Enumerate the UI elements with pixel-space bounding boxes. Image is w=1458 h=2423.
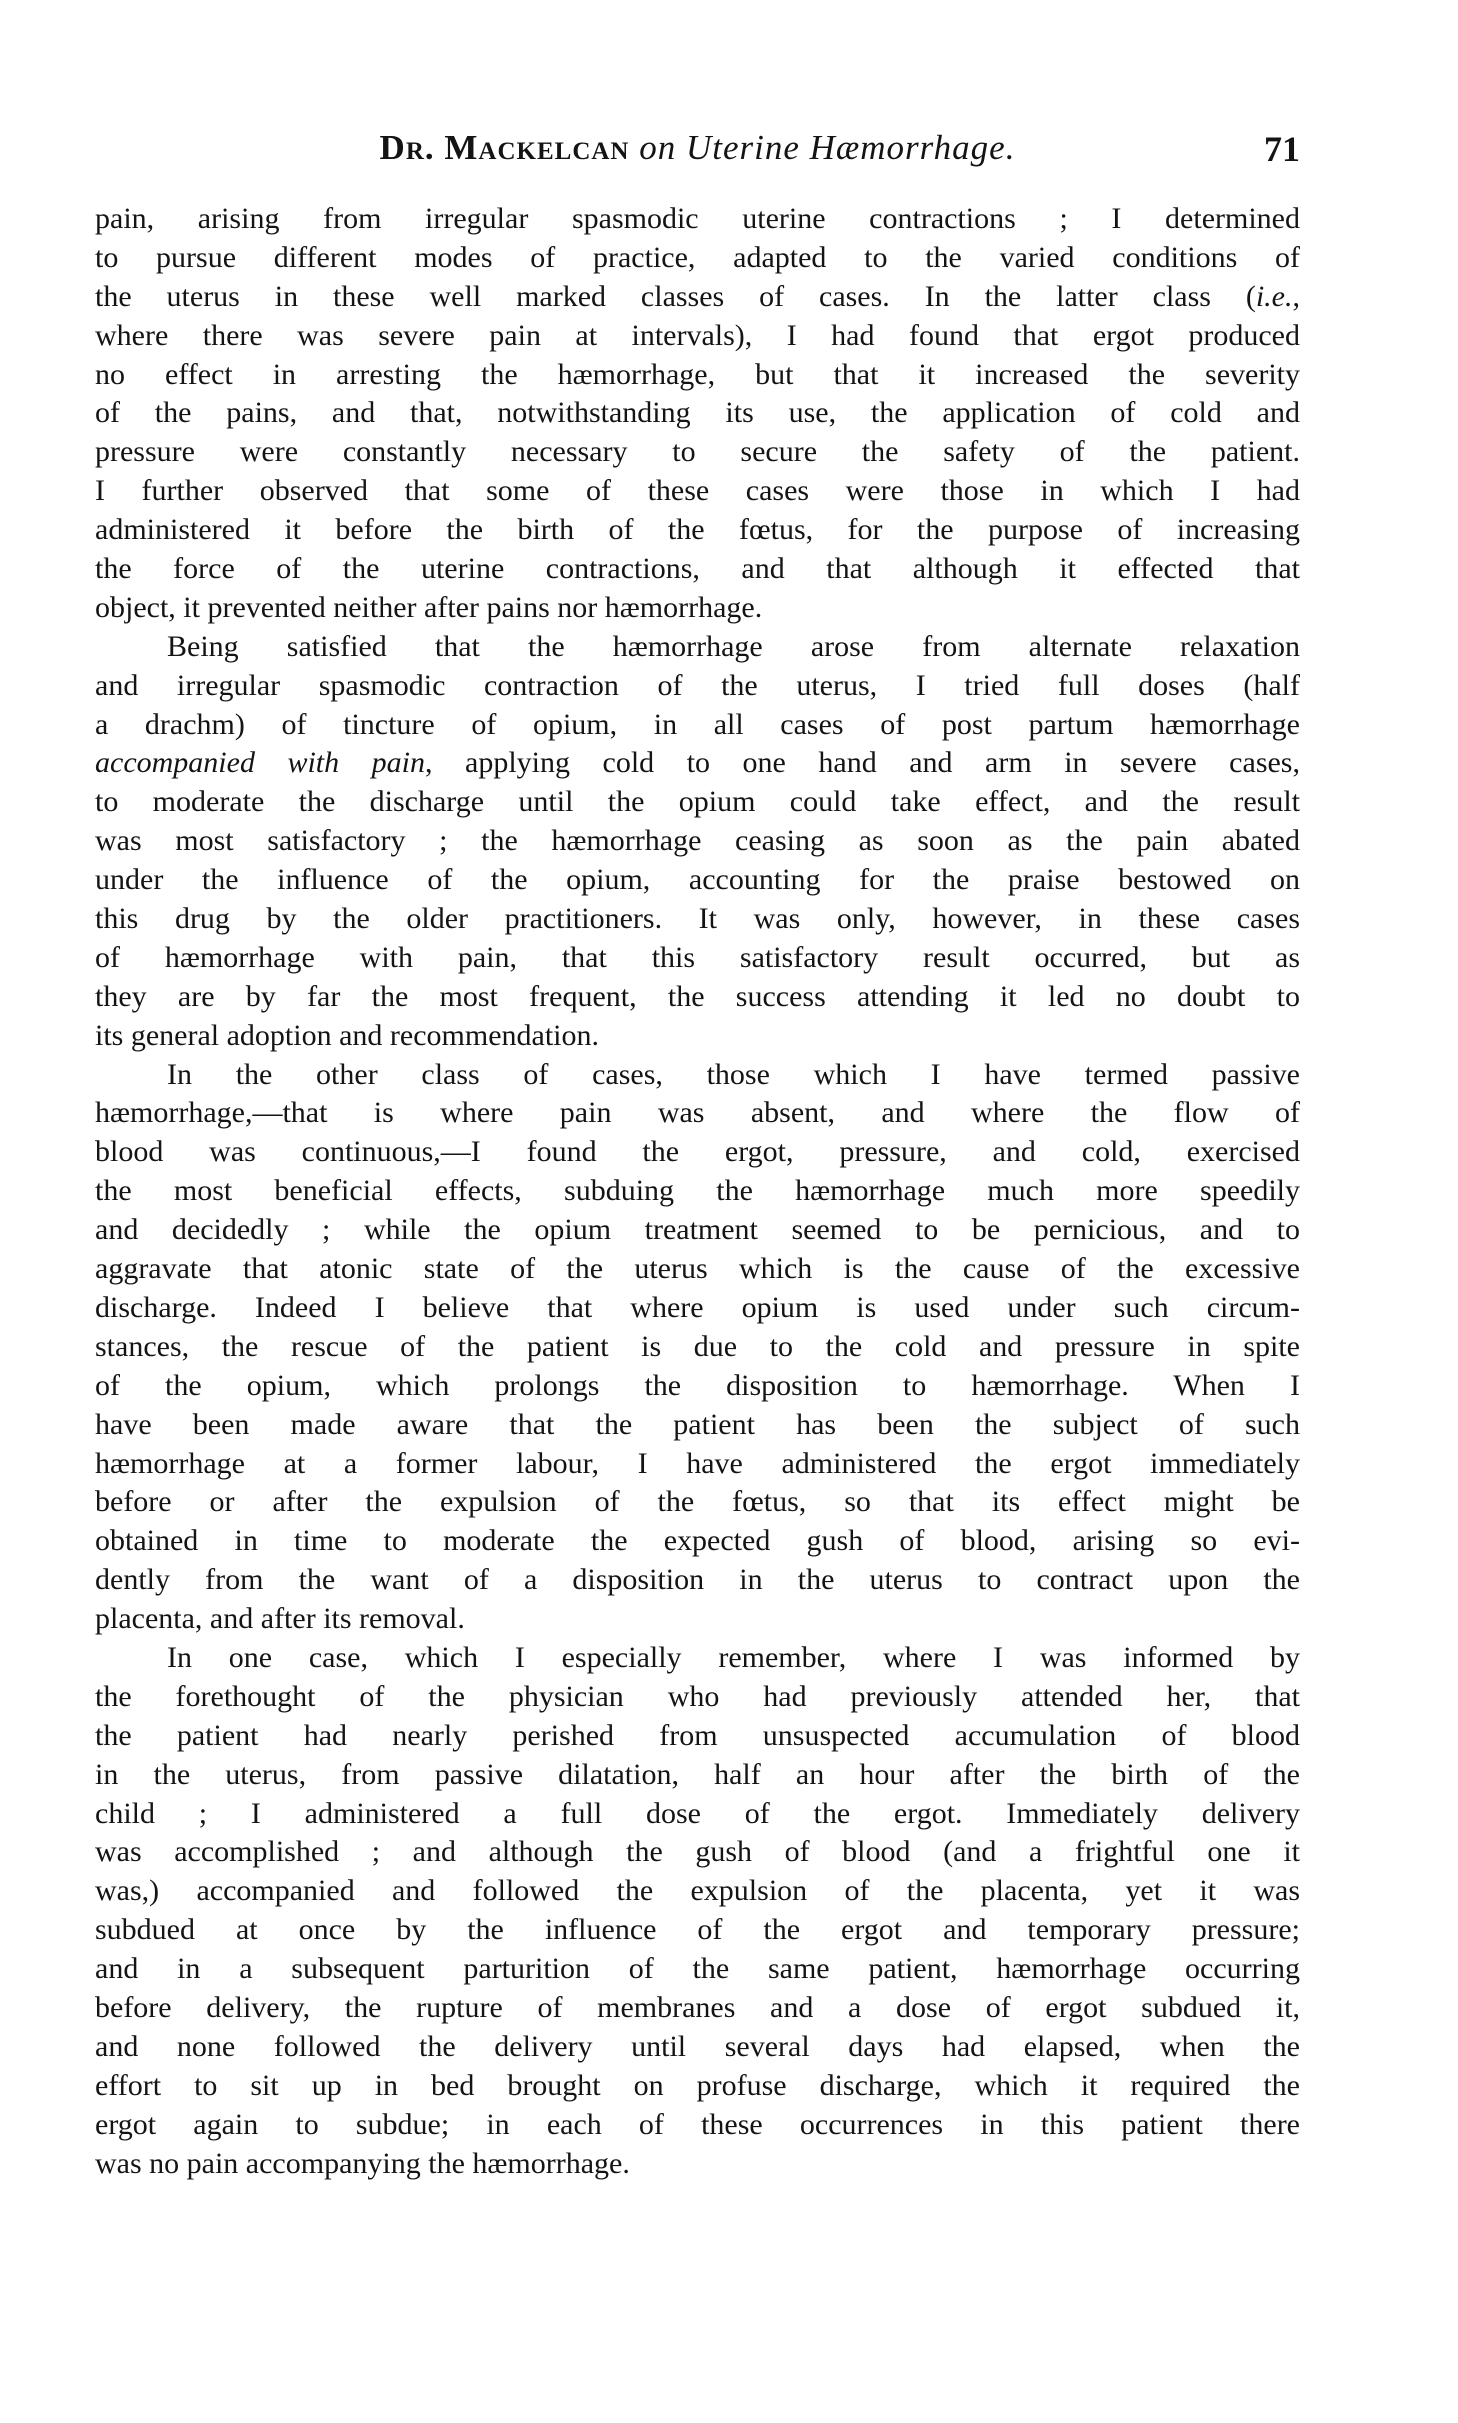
text-line: before or after the expulsion of the fœtus, so that its effect might be [95, 1485, 1300, 1519]
text-line: effort to sit up in bed brought on profuse discharge, which it required the [95, 2068, 1300, 2102]
text-line: and in a subsequent parturition of the same patient, hæmorrhage occurring [95, 1952, 1300, 1986]
title-connector: on [639, 128, 677, 167]
text-line: object, it prevented neither after pains nor hæmorrhage. [95, 590, 763, 624]
text-line: subdued at once by the influence of the ergot and temporary pressure; [95, 1913, 1300, 1947]
text-line: of the opium, which prolongs the disposition to hæmorrhage. When I [95, 1368, 1300, 1402]
running-head [95, 128, 1300, 188]
text-line: aggravate that atonic state of the uterus which is the cause of the excessive [95, 1252, 1300, 1286]
text-line: pressure were constantly necessary to secure the safety of the patient. [95, 435, 1300, 469]
paragraph-start-line: In one case, which I especially remember, where I was informed by [167, 1640, 1300, 1674]
text-line: ergot again to subdue; in each of these occurrences in this patient there [95, 2107, 1300, 2141]
text-line: where there was severe pain at intervals), I had found that ergot produced [95, 318, 1300, 352]
article-title: Uterine Hæmorrhage. [685, 128, 1016, 167]
paragraph-start-line: In the other class of cases, those which I have termed passive [167, 1057, 1300, 1091]
text-line: to pursue different modes of practice, adapted to the varied conditions of [95, 240, 1300, 274]
text-line: stances, the rescue of the patient is due to the cold and pressure in spite [95, 1329, 1300, 1363]
text-line [95, 278, 1300, 317]
text-line: was accomplished ; and although the gush of blood (and a frightful one it [95, 1835, 1300, 1869]
italic-abbreviation: i.e. [1255, 279, 1293, 313]
running-title [95, 128, 1300, 168]
text-line: the patient had nearly perished from unsuspected accumulation of blood [95, 1718, 1300, 1752]
text-line: this drug by the older practitioners. It was only, however, in these cases [95, 902, 1300, 936]
text-line: a drachm) of tincture of opium, in all cases of post partum hæmorrhage [95, 707, 1300, 741]
text-segment: the uterus in these well marked classes of cases. In the latter class ( [95, 279, 1256, 313]
text-line: of the pains, and that, notwithstanding its use, the application of cold and [95, 396, 1300, 430]
text-line: obtained in time to moderate the expected gush of blood, arising so evi- [95, 1524, 1300, 1558]
text-line: was most satisfactory ; the hæmorrhage ceasing as soon as the pain abated [95, 824, 1300, 858]
text-line: dently from the want of a disposition in the uterus to contract upon the [95, 1563, 1300, 1597]
text-line: its general adoption and recommendation. [95, 1018, 600, 1052]
text-line: pain, arising from irregular spasmodic uterine contractions ; I determined [95, 202, 1300, 235]
text-line: placenta, and after its removal. [95, 1602, 465, 1636]
text-line: of hæmorrhage with pain, that this satisfactory result occurred, but as [95, 940, 1300, 974]
page-number: 71 [1264, 129, 1300, 169]
text-line: no effect in arresting the hæmorrhage, but that it increased the severity [95, 357, 1300, 391]
text-line: the most beneficial effects, subduing the hæmorrhage much more speedily [95, 1174, 1300, 1208]
text-line: and decidedly ; while the opium treatment seemed to be pernicious, and to [95, 1213, 1300, 1247]
text-line: to moderate the discharge until the opium could take effect, and the result [95, 785, 1300, 819]
text-line: blood was continuous,—I found the ergot, pressure, and cold, exercised [95, 1135, 1300, 1169]
text-line: was,) accompanied and followed the expulsion of the placenta, yet it was [95, 1874, 1300, 1908]
text-line: the forethought of the physician who had previously attended her, that [95, 1679, 1300, 1713]
paragraph-start-line: Being satisfied that the hæmorrhage arose from alternate relaxation [167, 629, 1300, 663]
italic-phrase: accompanied with pain [95, 746, 425, 780]
text-line: under the influence of the opium, accounting for the praise bestowed on [95, 863, 1300, 897]
text-line: was no pain accompanying the hæmorrhage. [95, 2146, 630, 2180]
text-line: before delivery, the rupture of membranes and a dose of ergot subdued it, [95, 1990, 1300, 2024]
text-line: child ; I administered a full dose of the ergot. Immediately delivery [95, 1796, 1300, 1830]
text-line: in the uterus, from passive dilatation, half an hour after the birth of the [95, 1757, 1300, 1791]
author-name: Dr. Mackelcan [379, 128, 630, 167]
text-line: have been made aware that the patient has been the subject of such [95, 1407, 1300, 1441]
body-text [95, 200, 1300, 2183]
text-segment: , [1292, 279, 1300, 313]
text-line: the force of the uterine contractions, and that although it effected that [95, 552, 1300, 586]
text-line: and none followed the delivery until several days had elapsed, when the [95, 2029, 1300, 2063]
text-line [95, 744, 1300, 783]
text-segment: , applying cold to one hand and arm in severe cases, [425, 746, 1300, 780]
text-line: and irregular spasmodic contraction of the uterus, I tried full doses (half [95, 668, 1300, 702]
text-line: I further observed that some of these cases were those in which I had [95, 474, 1300, 508]
text-line: administered it before the birth of the fœtus, for the purpose of increasing [95, 513, 1300, 547]
text-line: they are by far the most frequent, the success attending it led no doubt to [95, 979, 1300, 1013]
text-line: discharge. Indeed I believe that where opium is used under such circum- [95, 1290, 1300, 1324]
text-line: hæmorrhage at a former labour, I have administered the ergot immediately [95, 1446, 1300, 1480]
text-line: hæmorrhage,—that is where pain was absent, and where the flow of [95, 1096, 1300, 1130]
